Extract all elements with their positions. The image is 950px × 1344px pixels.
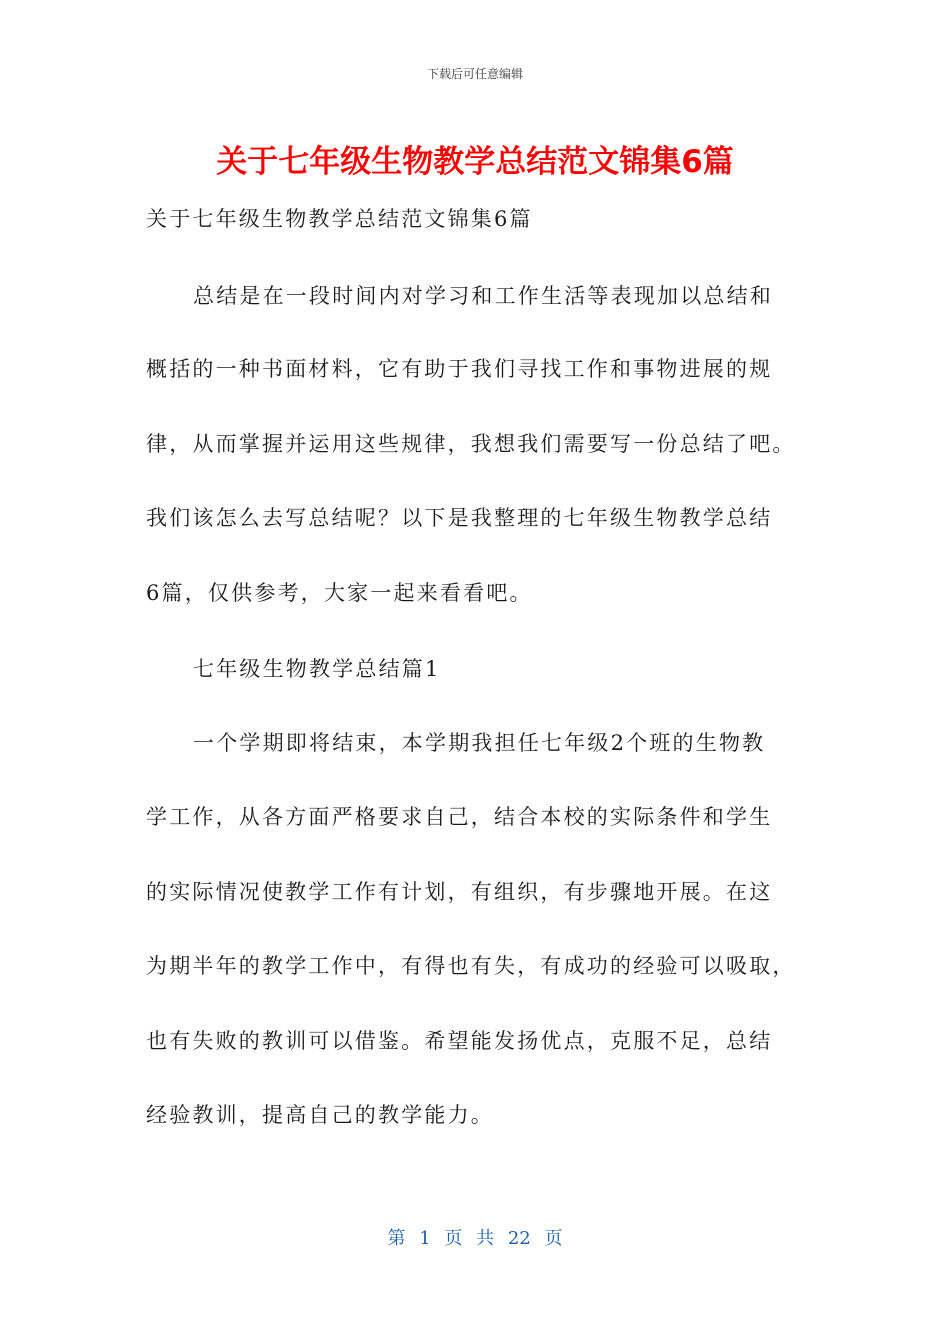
paragraph-line: 我们该怎么去写总结呢？以下是我整理的七年级生物教学总结 [146, 506, 773, 530]
page-number-footer: 第 1 页 共 22 页 [387, 1228, 563, 1249]
page-header-note: 下载后可任意编辑 [426, 67, 523, 81]
paragraph-line: 也有失败的教训可以借鉴。希望能发扬优点，克服不足，总结 [146, 1029, 773, 1053]
paragraph-line: 一个学期即将结束，本学期我担任七年级2个班的生物教 [193, 731, 766, 755]
document-title: 关于七年级生物教学总结范文锦集6篇 [216, 144, 734, 180]
paragraph-line: 经验教训，提高自己的教学能力。 [146, 1103, 494, 1127]
paragraph-line: 概括的一种书面材料，它有助于我们寻找工作和事物进展的规 [146, 357, 773, 381]
section-heading: 七年级生物教学总结篇1 [193, 657, 441, 681]
paragraph-line: 律，从而掌握并运用这些规律，我想我们需要写一份总结了吧。 [146, 432, 796, 456]
paragraph-line: 为期半年的教学工作中，有得也有失，有成功的经验可以吸取， [146, 954, 796, 978]
paragraph-line: 6篇，仅供参考，大家一起来看看吧。 [146, 581, 533, 605]
paragraph-line: 学工作，从各方面严格要求自己，结合本校的实际条件和学生 [146, 805, 773, 829]
paragraph-line: 的实际情况使教学工作有计划，有组织，有步骤地开展。在这 [146, 880, 773, 904]
subtitle-line: 关于七年级生物教学总结范文锦集6篇 [146, 207, 533, 231]
paragraph-line: 总结是在一段时间内对学习和工作生活等表现加以总结和 [193, 284, 773, 308]
